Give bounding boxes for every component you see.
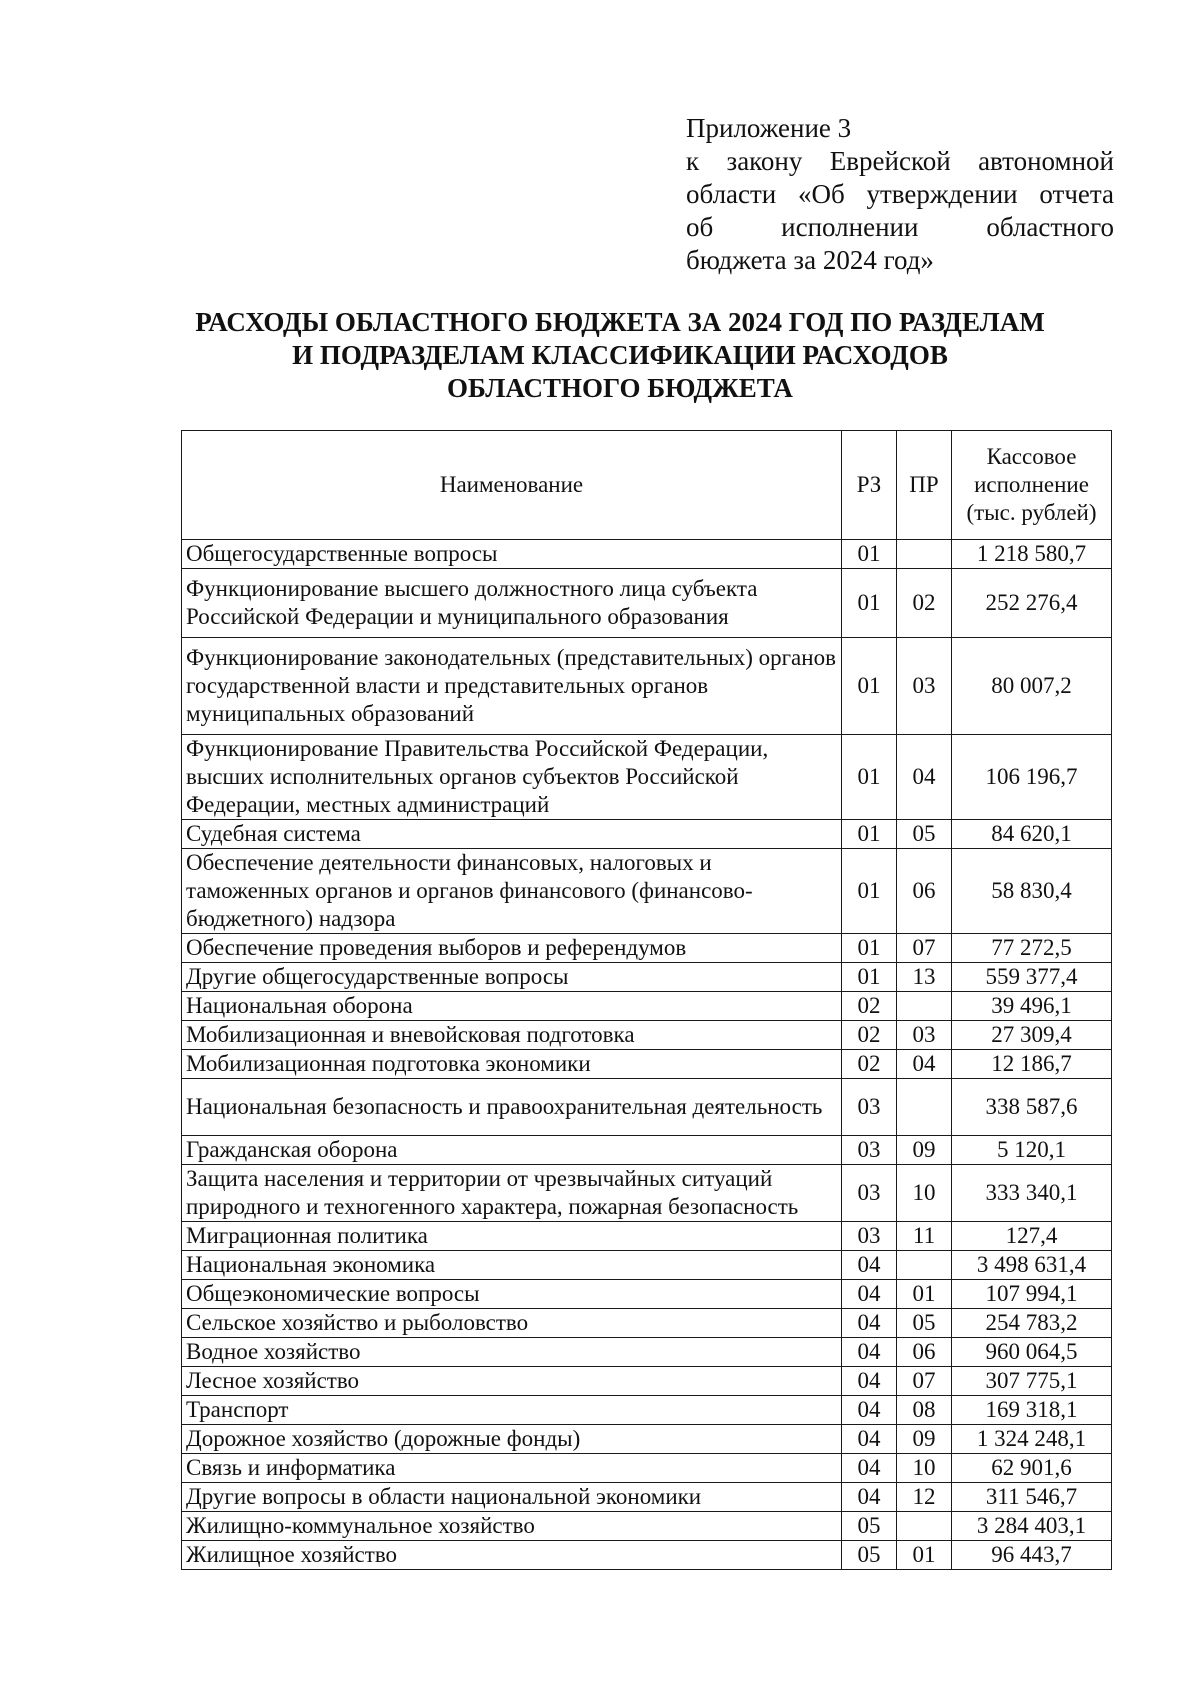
table-row — [182, 735, 1112, 820]
row-pr: 07 — [897, 934, 952, 963]
row-pr: 12 — [897, 1483, 952, 1512]
row-rz: 04 — [842, 1425, 897, 1454]
header-value-line: (тыс. рублей) — [966, 500, 1097, 525]
row-name: Жилищное хозяйство — [182, 1541, 842, 1570]
row-value: 27 309,4 — [952, 1021, 1112, 1050]
row-value: 62 901,6 — [952, 1454, 1112, 1483]
row-name: Защита населения и территории от чрезвычайных ситуаций природного и техногенного характера, пожарная безопасность — [182, 1165, 842, 1222]
row-value: 80 007,2 — [952, 638, 1112, 735]
row-rz: 01 — [842, 849, 897, 934]
row-value: 338 587,6 — [952, 1079, 1112, 1136]
row-value: 107 994,1 — [952, 1280, 1112, 1309]
row-rz: 01 — [842, 540, 897, 569]
row-name: Другие общегосударственные вопросы — [182, 963, 842, 992]
row-pr: 10 — [897, 1454, 952, 1483]
row-rz: 02 — [842, 992, 897, 1021]
row-rz: 04 — [842, 1280, 897, 1309]
row-rz: 05 — [842, 1512, 897, 1541]
row-name: Сельское хозяйство и рыболовство — [182, 1309, 842, 1338]
header-name: Наименование — [182, 431, 842, 540]
appendix-line: области «Об утверждении отчета — [686, 179, 1114, 209]
row-name: Национальная безопасность и правоохранительная деятельность — [182, 1079, 842, 1136]
table-row — [182, 540, 1112, 569]
row-pr: 05 — [897, 820, 952, 849]
title-line: ОБЛАСТНОГО БЮДЖЕТА — [447, 373, 793, 403]
row-name: Общегосударственные вопросы — [182, 540, 842, 569]
row-rz: 02 — [842, 1021, 897, 1050]
row-name: Жилищно-коммунальное хозяйство — [182, 1512, 842, 1541]
row-rz: 02 — [842, 1050, 897, 1079]
header-pr: ПР — [897, 431, 952, 540]
row-name: Гражданская оборона — [182, 1136, 842, 1165]
row-name: Судебная система — [182, 820, 842, 849]
row-name: Обеспечение проведения выборов и референдумов — [182, 934, 842, 963]
header-rz: РЗ — [842, 431, 897, 540]
row-value: 311 546,7 — [952, 1483, 1112, 1512]
row-name: Связь и информатика — [182, 1454, 842, 1483]
table-row — [182, 1425, 1112, 1454]
row-pr: 13 — [897, 963, 952, 992]
table-row — [182, 1483, 1112, 1512]
table-row — [182, 1021, 1112, 1050]
row-name: Другие вопросы в области национальной экономики — [182, 1483, 842, 1512]
row-value: 58 830,4 — [952, 849, 1112, 934]
row-value: 106 196,7 — [952, 735, 1112, 820]
row-rz: 01 — [842, 638, 897, 735]
row-name: Функционирование Правительства Российской Федерации, высших исполнительных органов субъектов Российской Федерации, местных администраций — [182, 735, 842, 820]
row-value: 559 377,4 — [952, 963, 1112, 992]
row-value: 169 318,1 — [952, 1396, 1112, 1425]
row-value: 77 272,5 — [952, 934, 1112, 963]
row-pr — [897, 1251, 952, 1280]
table-row — [182, 934, 1112, 963]
title-line: И ПОДРАЗДЕЛАМ КЛАССИФИКАЦИИ РАСХОДОВ — [292, 340, 948, 370]
appendix-note — [686, 112, 1114, 277]
table-row — [182, 569, 1112, 638]
row-name: Национальная экономика — [182, 1251, 842, 1280]
row-name: Водное хозяйство — [182, 1338, 842, 1367]
table-row — [182, 1396, 1112, 1425]
row-value: 3 498 631,4 — [952, 1251, 1112, 1280]
row-rz: 04 — [842, 1483, 897, 1512]
row-value: 960 064,5 — [952, 1338, 1112, 1367]
row-name: Национальная оборона — [182, 992, 842, 1021]
row-rz: 04 — [842, 1367, 897, 1396]
row-value: 1 218 580,7 — [952, 540, 1112, 569]
table-header-row — [182, 431, 1112, 540]
row-pr: 07 — [897, 1367, 952, 1396]
row-pr: 04 — [897, 1050, 952, 1079]
table-row — [182, 1079, 1112, 1136]
table-row — [182, 1136, 1112, 1165]
title-line: РАСХОДЫ ОБЛАСТНОГО БЮДЖЕТА ЗА 2024 ГОД ПО РАЗДЕЛАМ — [195, 307, 1045, 337]
row-rz: 01 — [842, 934, 897, 963]
table-row — [182, 1541, 1112, 1570]
header-value-line: исполнение — [974, 472, 1089, 497]
row-rz: 05 — [842, 1541, 897, 1570]
appendix-line: Приложение 3 — [686, 113, 852, 143]
table-row — [182, 1309, 1112, 1338]
row-value: 127,4 — [952, 1222, 1112, 1251]
row-value: 1 324 248,1 — [952, 1425, 1112, 1454]
row-name: Дорожное хозяйство (дорожные фонды) — [182, 1425, 842, 1454]
row-rz: 01 — [842, 963, 897, 992]
table-row — [182, 820, 1112, 849]
row-rz: 01 — [842, 735, 897, 820]
row-name: Общеэкономические вопросы — [182, 1280, 842, 1309]
row-name: Мобилизационная подготовка экономики — [182, 1050, 842, 1079]
table-row — [182, 1165, 1112, 1222]
table-row — [182, 638, 1112, 735]
appendix-line: бюджета за 2024 год» — [686, 245, 934, 275]
row-rz: 03 — [842, 1165, 897, 1222]
table-row — [182, 992, 1112, 1021]
row-pr: 03 — [897, 1021, 952, 1050]
table-row — [182, 1222, 1112, 1251]
row-value: 84 620,1 — [952, 820, 1112, 849]
row-pr — [897, 1512, 952, 1541]
row-rz: 03 — [842, 1222, 897, 1251]
row-pr: 10 — [897, 1165, 952, 1222]
row-value: 307 775,1 — [952, 1367, 1112, 1396]
row-pr: 05 — [897, 1309, 952, 1338]
row-rz: 03 — [842, 1136, 897, 1165]
header-value-line: Кассовое — [986, 444, 1077, 469]
row-pr — [897, 992, 952, 1021]
row-pr: 04 — [897, 735, 952, 820]
row-value: 12 186,7 — [952, 1050, 1112, 1079]
row-name: Транспорт — [182, 1396, 842, 1425]
row-name: Лесное хозяйство — [182, 1367, 842, 1396]
appendix-line: к закону Еврейской автономной — [686, 146, 1114, 176]
row-pr — [897, 1079, 952, 1136]
row-value: 333 340,1 — [952, 1165, 1112, 1222]
row-value: 252 276,4 — [952, 569, 1112, 638]
row-pr: 06 — [897, 1338, 952, 1367]
row-pr: 09 — [897, 1425, 952, 1454]
row-value: 5 120,1 — [952, 1136, 1112, 1165]
appendix-line: об исполнении областного — [686, 212, 1114, 242]
row-pr: 03 — [897, 638, 952, 735]
row-value: 39 496,1 — [952, 992, 1112, 1021]
row-value: 3 284 403,1 — [952, 1512, 1112, 1541]
row-pr: 11 — [897, 1222, 952, 1251]
row-value: 254 783,2 — [952, 1309, 1112, 1338]
table-row — [182, 1454, 1112, 1483]
table-row — [182, 1280, 1112, 1309]
table-row — [182, 1050, 1112, 1079]
row-pr: 01 — [897, 1541, 952, 1570]
table-row — [182, 849, 1112, 934]
row-rz: 01 — [842, 820, 897, 849]
row-rz: 04 — [842, 1338, 897, 1367]
table-row — [182, 1338, 1112, 1367]
table-row — [182, 1367, 1112, 1396]
row-pr: 01 — [897, 1280, 952, 1309]
row-name: Мобилизационная и вневойсковая подготовка — [182, 1021, 842, 1050]
table-row — [182, 963, 1112, 992]
row-rz: 04 — [842, 1454, 897, 1483]
row-pr — [897, 540, 952, 569]
header-value — [952, 431, 1112, 540]
row-pr: 09 — [897, 1136, 952, 1165]
row-rz: 04 — [842, 1396, 897, 1425]
document-title — [150, 306, 1090, 405]
row-name: Обеспечение деятельности финансовых, налоговых и таможенных органов и органов финансового (финансово-бюджетного) надзора — [182, 849, 842, 934]
table-row — [182, 1512, 1112, 1541]
row-pr: 06 — [897, 849, 952, 934]
row-name: Функционирование законодательных (представительных) органов государственной власти и представительных органов муниципальных образований — [182, 638, 842, 735]
row-rz: 03 — [842, 1079, 897, 1136]
row-name: Миграционная политика — [182, 1222, 842, 1251]
row-rz: 04 — [842, 1251, 897, 1280]
table-row — [182, 1251, 1112, 1280]
row-name: Функционирование высшего должностного лица субъекта Российской Федерации и муниципального образования — [182, 569, 842, 638]
row-pr: 02 — [897, 569, 952, 638]
budget-table — [181, 430, 1112, 1570]
row-rz: 01 — [842, 569, 897, 638]
row-pr: 08 — [897, 1396, 952, 1425]
row-value: 96 443,7 — [952, 1541, 1112, 1570]
row-rz: 04 — [842, 1309, 897, 1338]
